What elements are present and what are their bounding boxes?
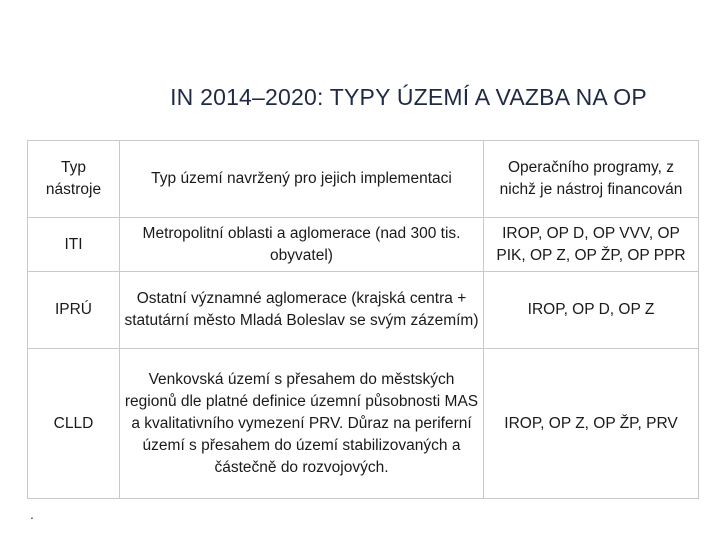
slide-title: IN 2014–2020: TYPY ÚZEMÍ A VAZBA NA OP [170,84,647,110]
header-programs: Operačního programy, z nichž je nástroj financován [484,141,699,218]
cell-tool: IPRÚ [28,272,120,349]
cell-tool: CLLD [28,349,120,499]
table-header-row [28,141,699,218]
cell-programs: IROP, OP D, OP VVV, OP PIK, OP Z, OP ŽP, OP PPR [484,218,699,272]
cell-territory: Metropolitní oblasti a aglomerace (nad 300 tis. obyvatel) [120,218,484,272]
header-territory-type: Typ území navržený pro jejich implementaci [120,141,484,218]
cell-territory: Venkovská území s přesahem do městských regionů dle platné definice územní působnosti MAS a kvalitativního vymezení PRV. Důraz na periferní území s přesahem do území stabilizovaných a částečně do rozvojových. [120,349,484,499]
cell-tool: ITI [28,218,120,272]
cell-programs: IROP, OP D, OP Z [484,272,699,349]
table-row [28,218,699,272]
table-row [28,349,699,499]
footer-mark: . [30,506,34,522]
cell-territory: Ostatní významné aglomerace (krajská centra + statutární město Mladá Boleslav se svým zázemím) [120,272,484,349]
header-tool-type: Typ nástroje [28,141,120,218]
table-row [28,272,699,349]
cell-programs: IROP, OP Z, OP ŽP, PRV [484,349,699,499]
tools-table [27,140,699,499]
